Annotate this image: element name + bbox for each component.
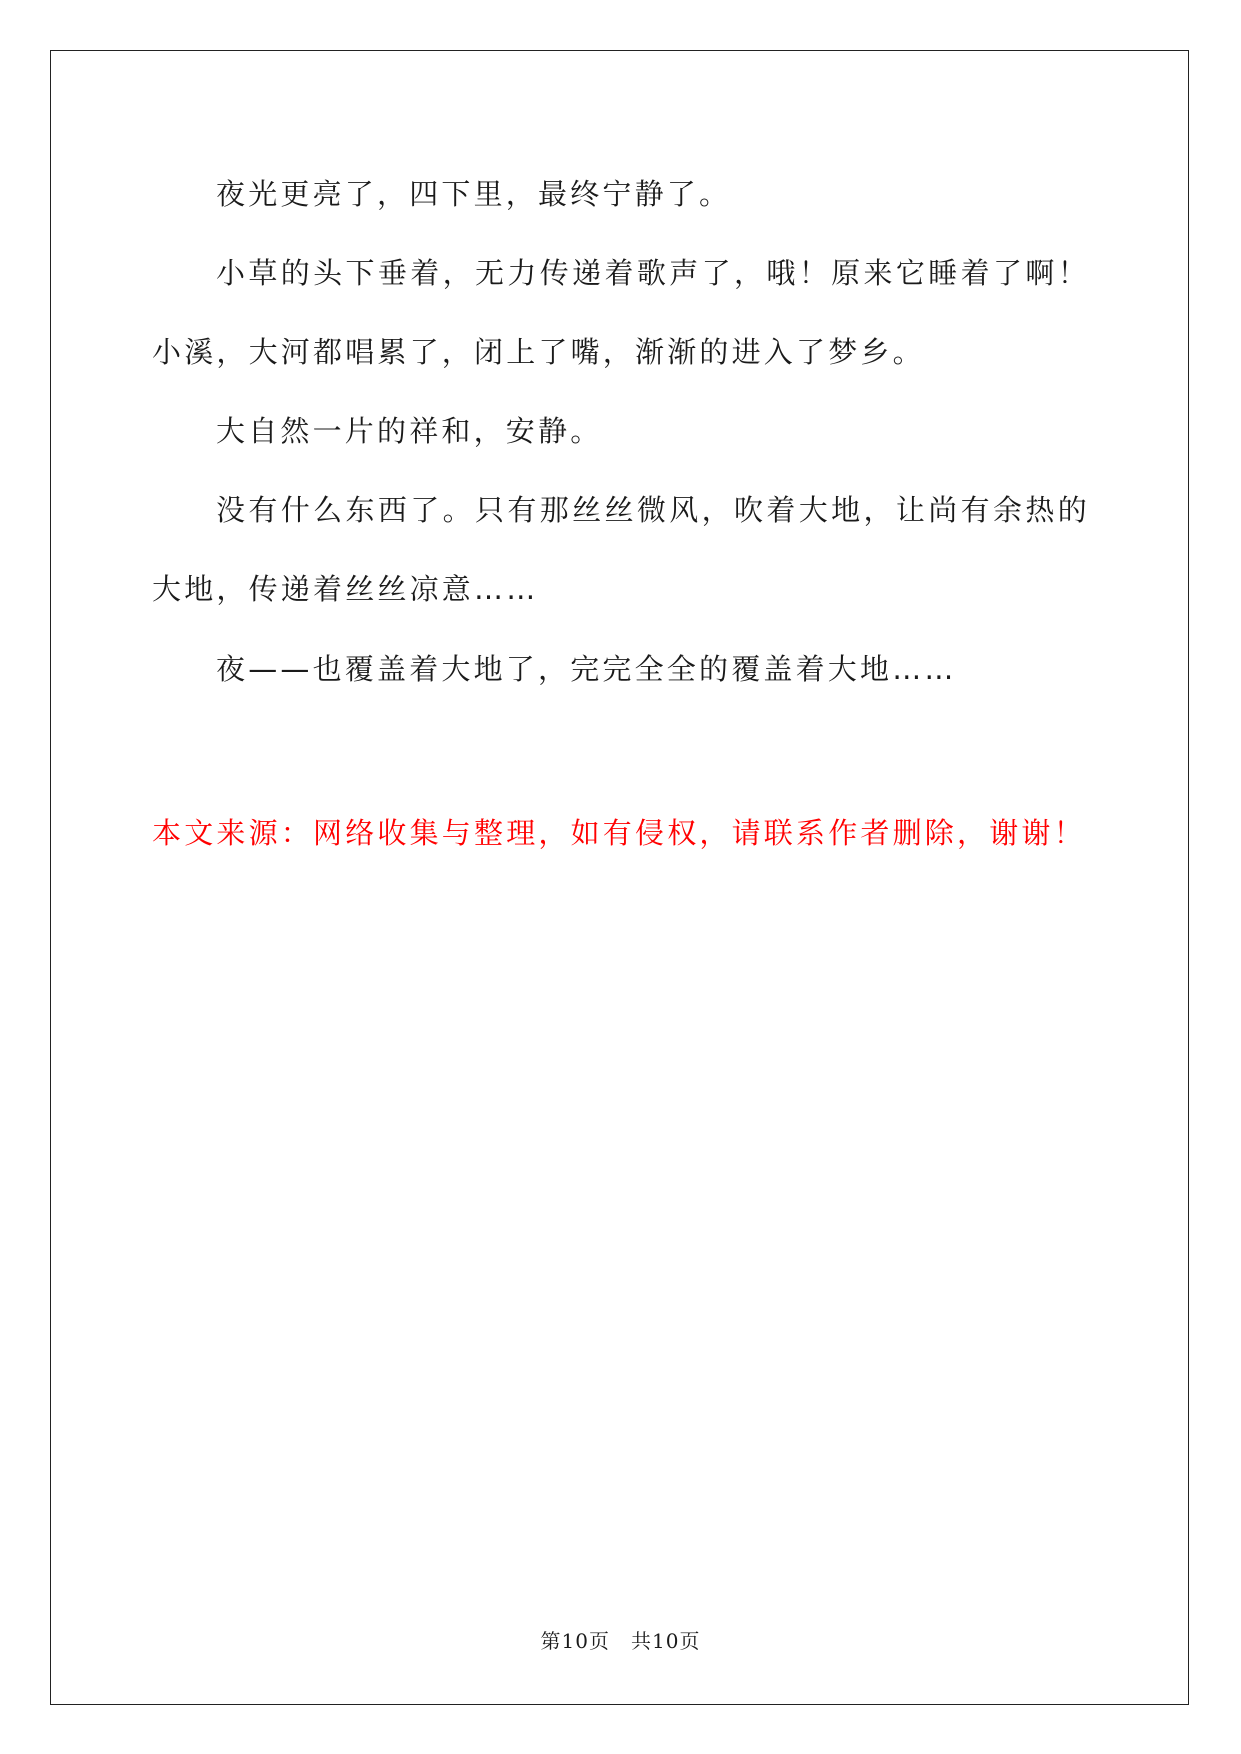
paragraph-2: 小草的头下垂着，无力传递着歌声了，哦！原来它睡着了啊！小溪，大河都唱累了，闭上了嘴，渐渐的进入了梦乡。 — [152, 256, 1090, 369]
paragraph-3: 大自然一片的祥和，安静。 — [216, 414, 603, 448]
paragraph-4: 没有什么东西了。只有那丝丝微风，吹着大地，让尚有余热的大地，传递着丝丝凉意…… — [152, 493, 1090, 606]
source-disclaimer: 本文来源：网络收集与整理，如有侵权，请联系作者删除，谢谢！ — [152, 816, 1086, 850]
paragraph-1: 夜光更亮了，四下里，最终宁静了。 — [216, 177, 732, 211]
page-number-footer: 第10页 共10页 — [540, 1629, 701, 1653]
paragraph-5: 夜——也覆盖着大地了，完完全全的覆盖着大地…… — [216, 652, 957, 686]
